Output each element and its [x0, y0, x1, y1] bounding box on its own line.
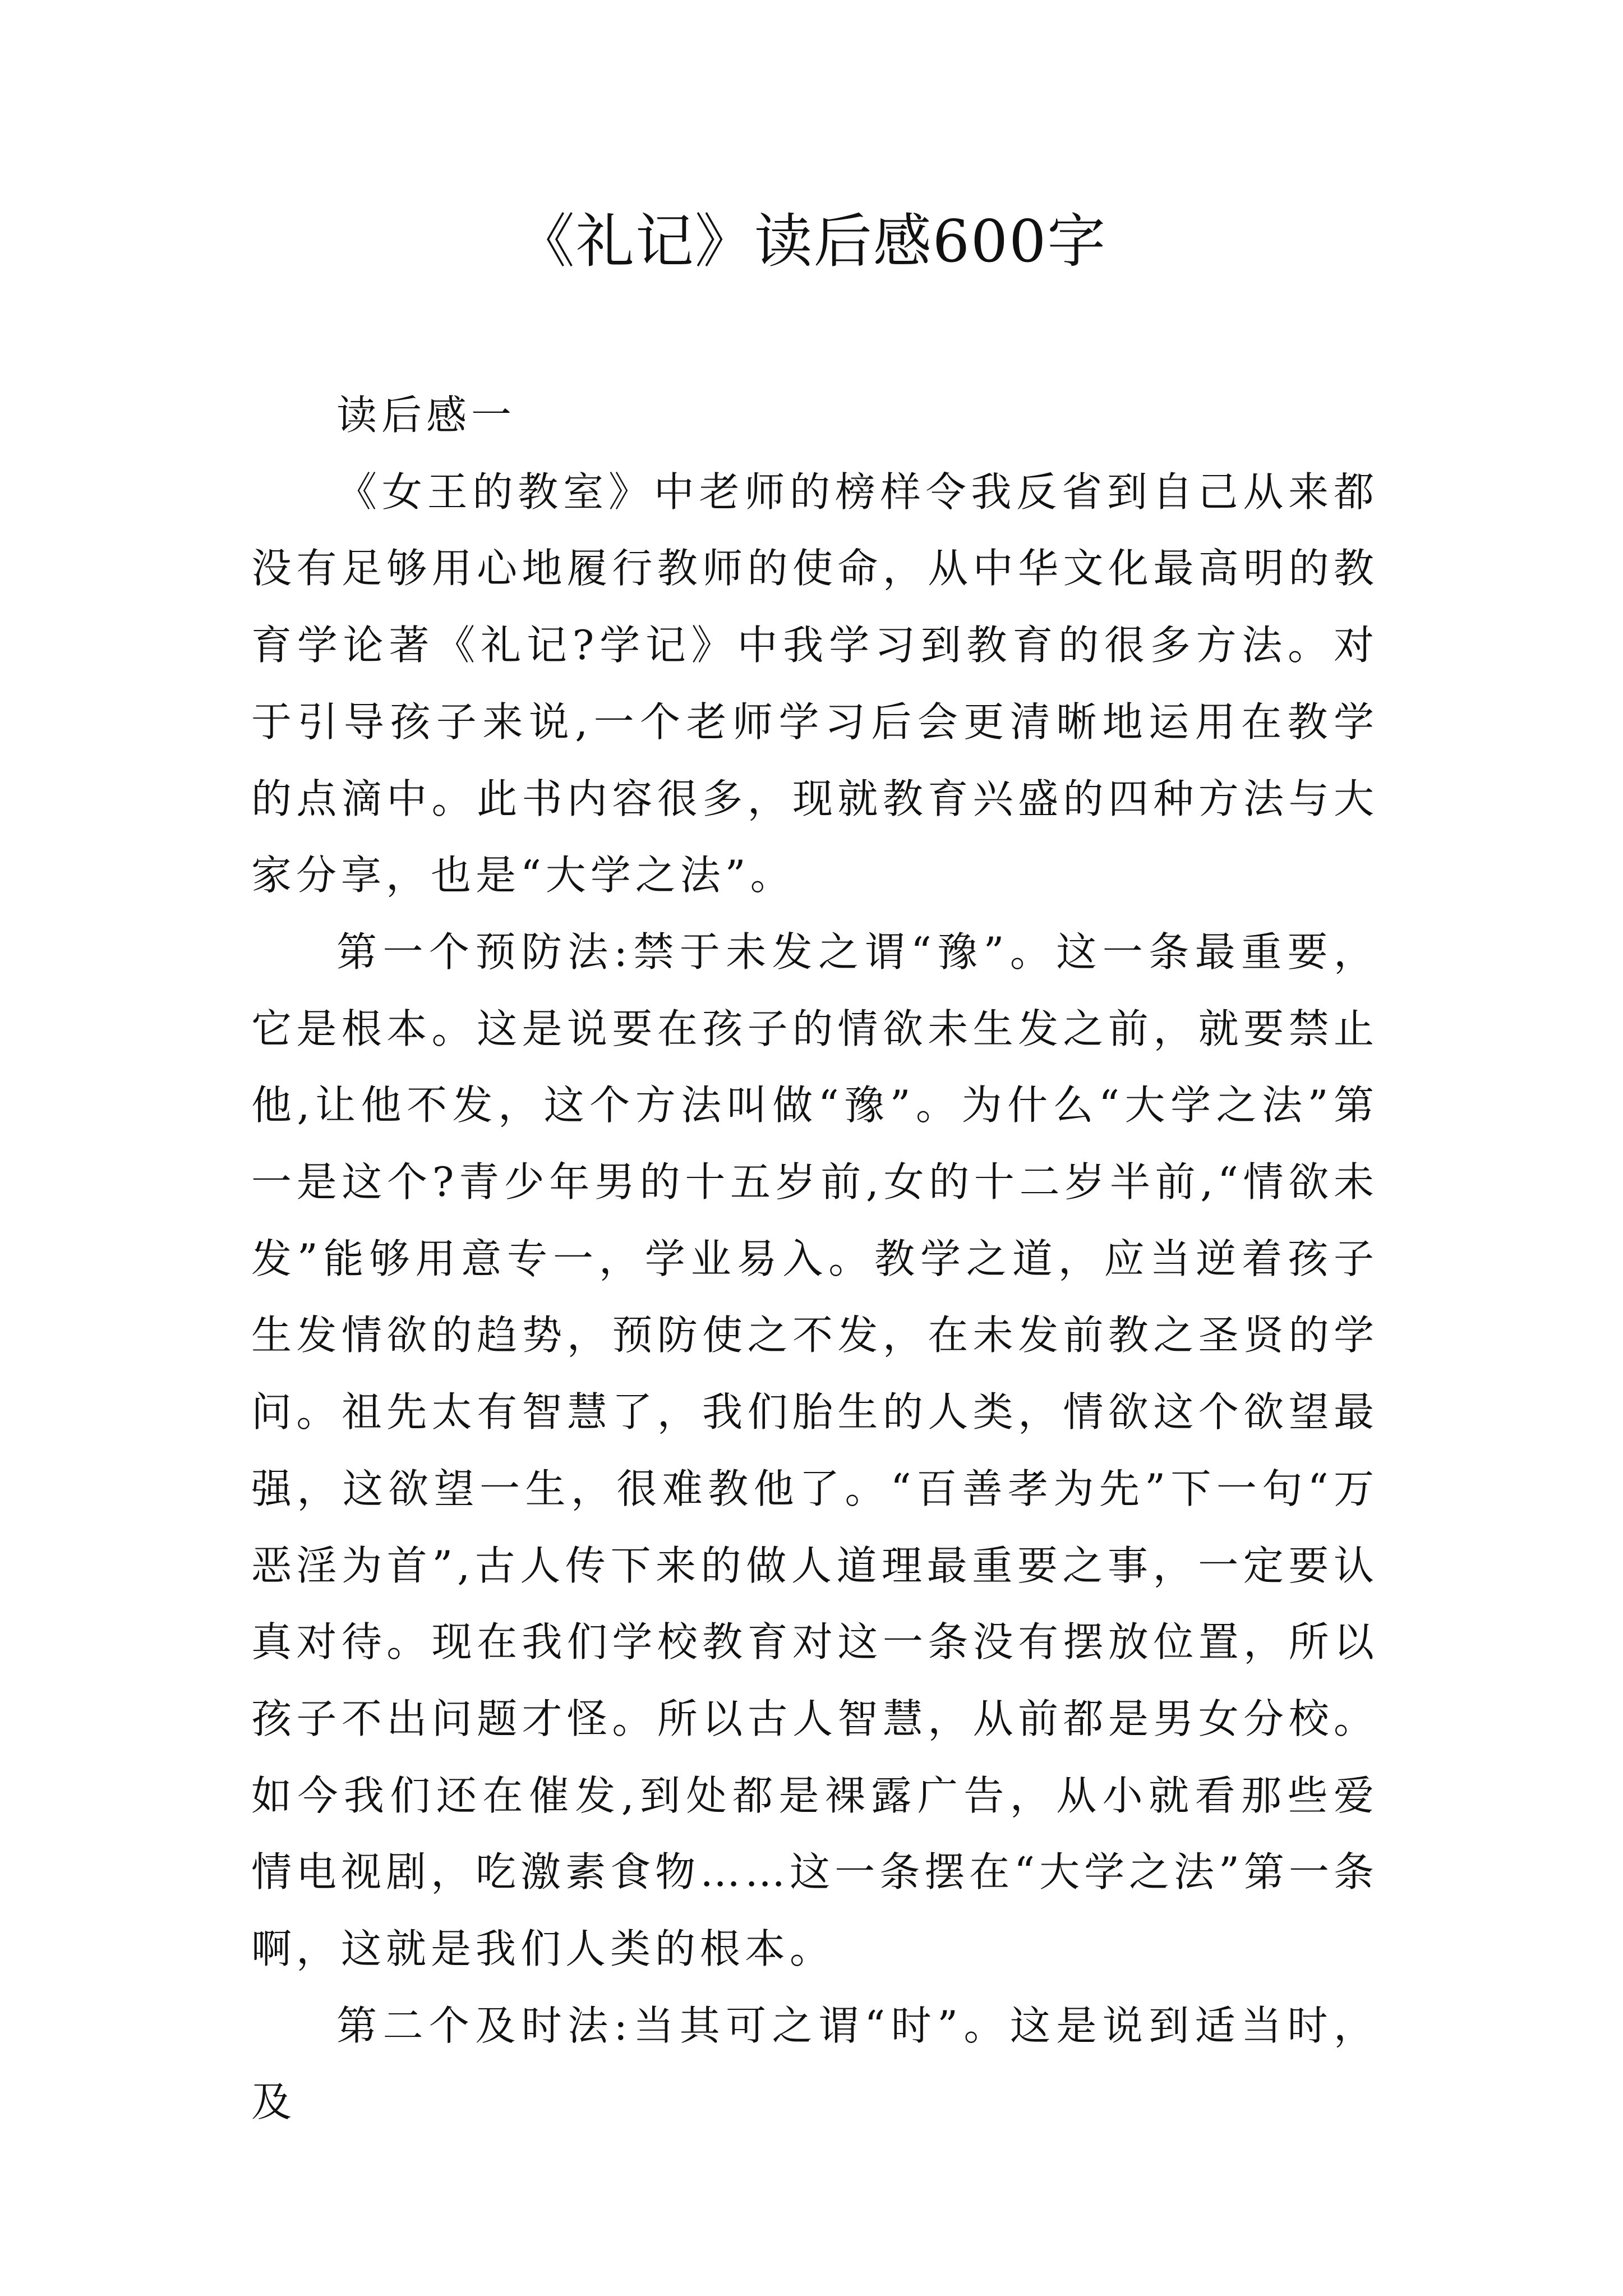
paragraph-method-one: 第一个预防法:禁于未发之谓“豫”。这一条最重要，它是根本。这是说要在孩子的情欲未生发之前，就要禁止他,让他不发，这个方法叫做“豫”。为什么“大学之法”第一是这个?青少年男的十五岁前,女的十二岁半前,“情欲未发”能够用意专一，学业易入。教学之道，应当逆着孩子生发情欲的趋势，预防使之不发，在未发前教之圣贤的学问。祖先太有智慧了，我们胎生的人类，情欲这个欲望最强，这欲望一生，很难教他了。“百善孝为先”下一句“万恶淫为首”,古人传下来的做人道理最重要之事，一定要认真对待。现在我们学校教育对这一条没有摆放位置，所以孩子不出问题才怪。所以古人智慧，从前都是男女分校。如今我们还在催发,到处都是裸露广告，从小就看那些爱情电视剧，吃激素食物……这一条摆在“大学之法”第一条啊，这就是我们人类的根本。 [251, 928, 1378, 1973]
document-title: 《礼记》读后感600字 [516, 207, 1107, 275]
paragraph-intro: 《女王的教室》中老师的榜样令我反省到自己从来都没有足够用心地履行教师的使命，从中华文化最高明的教育学论著《礼记?学记》中我学习到教育的很多方法。对于引导孩子来说,一个老师学习后会更清晰地运用在教学的点滴中。此书内容很多，现就教育兴盛的四种方法与大家分享，也是“大学之法”。 [251, 468, 1378, 899]
document-body [251, 377, 1378, 2141]
paragraph-heading: 读后感一 [336, 392, 517, 439]
paragraph-method-two: 第二个及时法:当其可之谓“时”。这是说到适当时，及 [251, 2001, 1378, 2126]
